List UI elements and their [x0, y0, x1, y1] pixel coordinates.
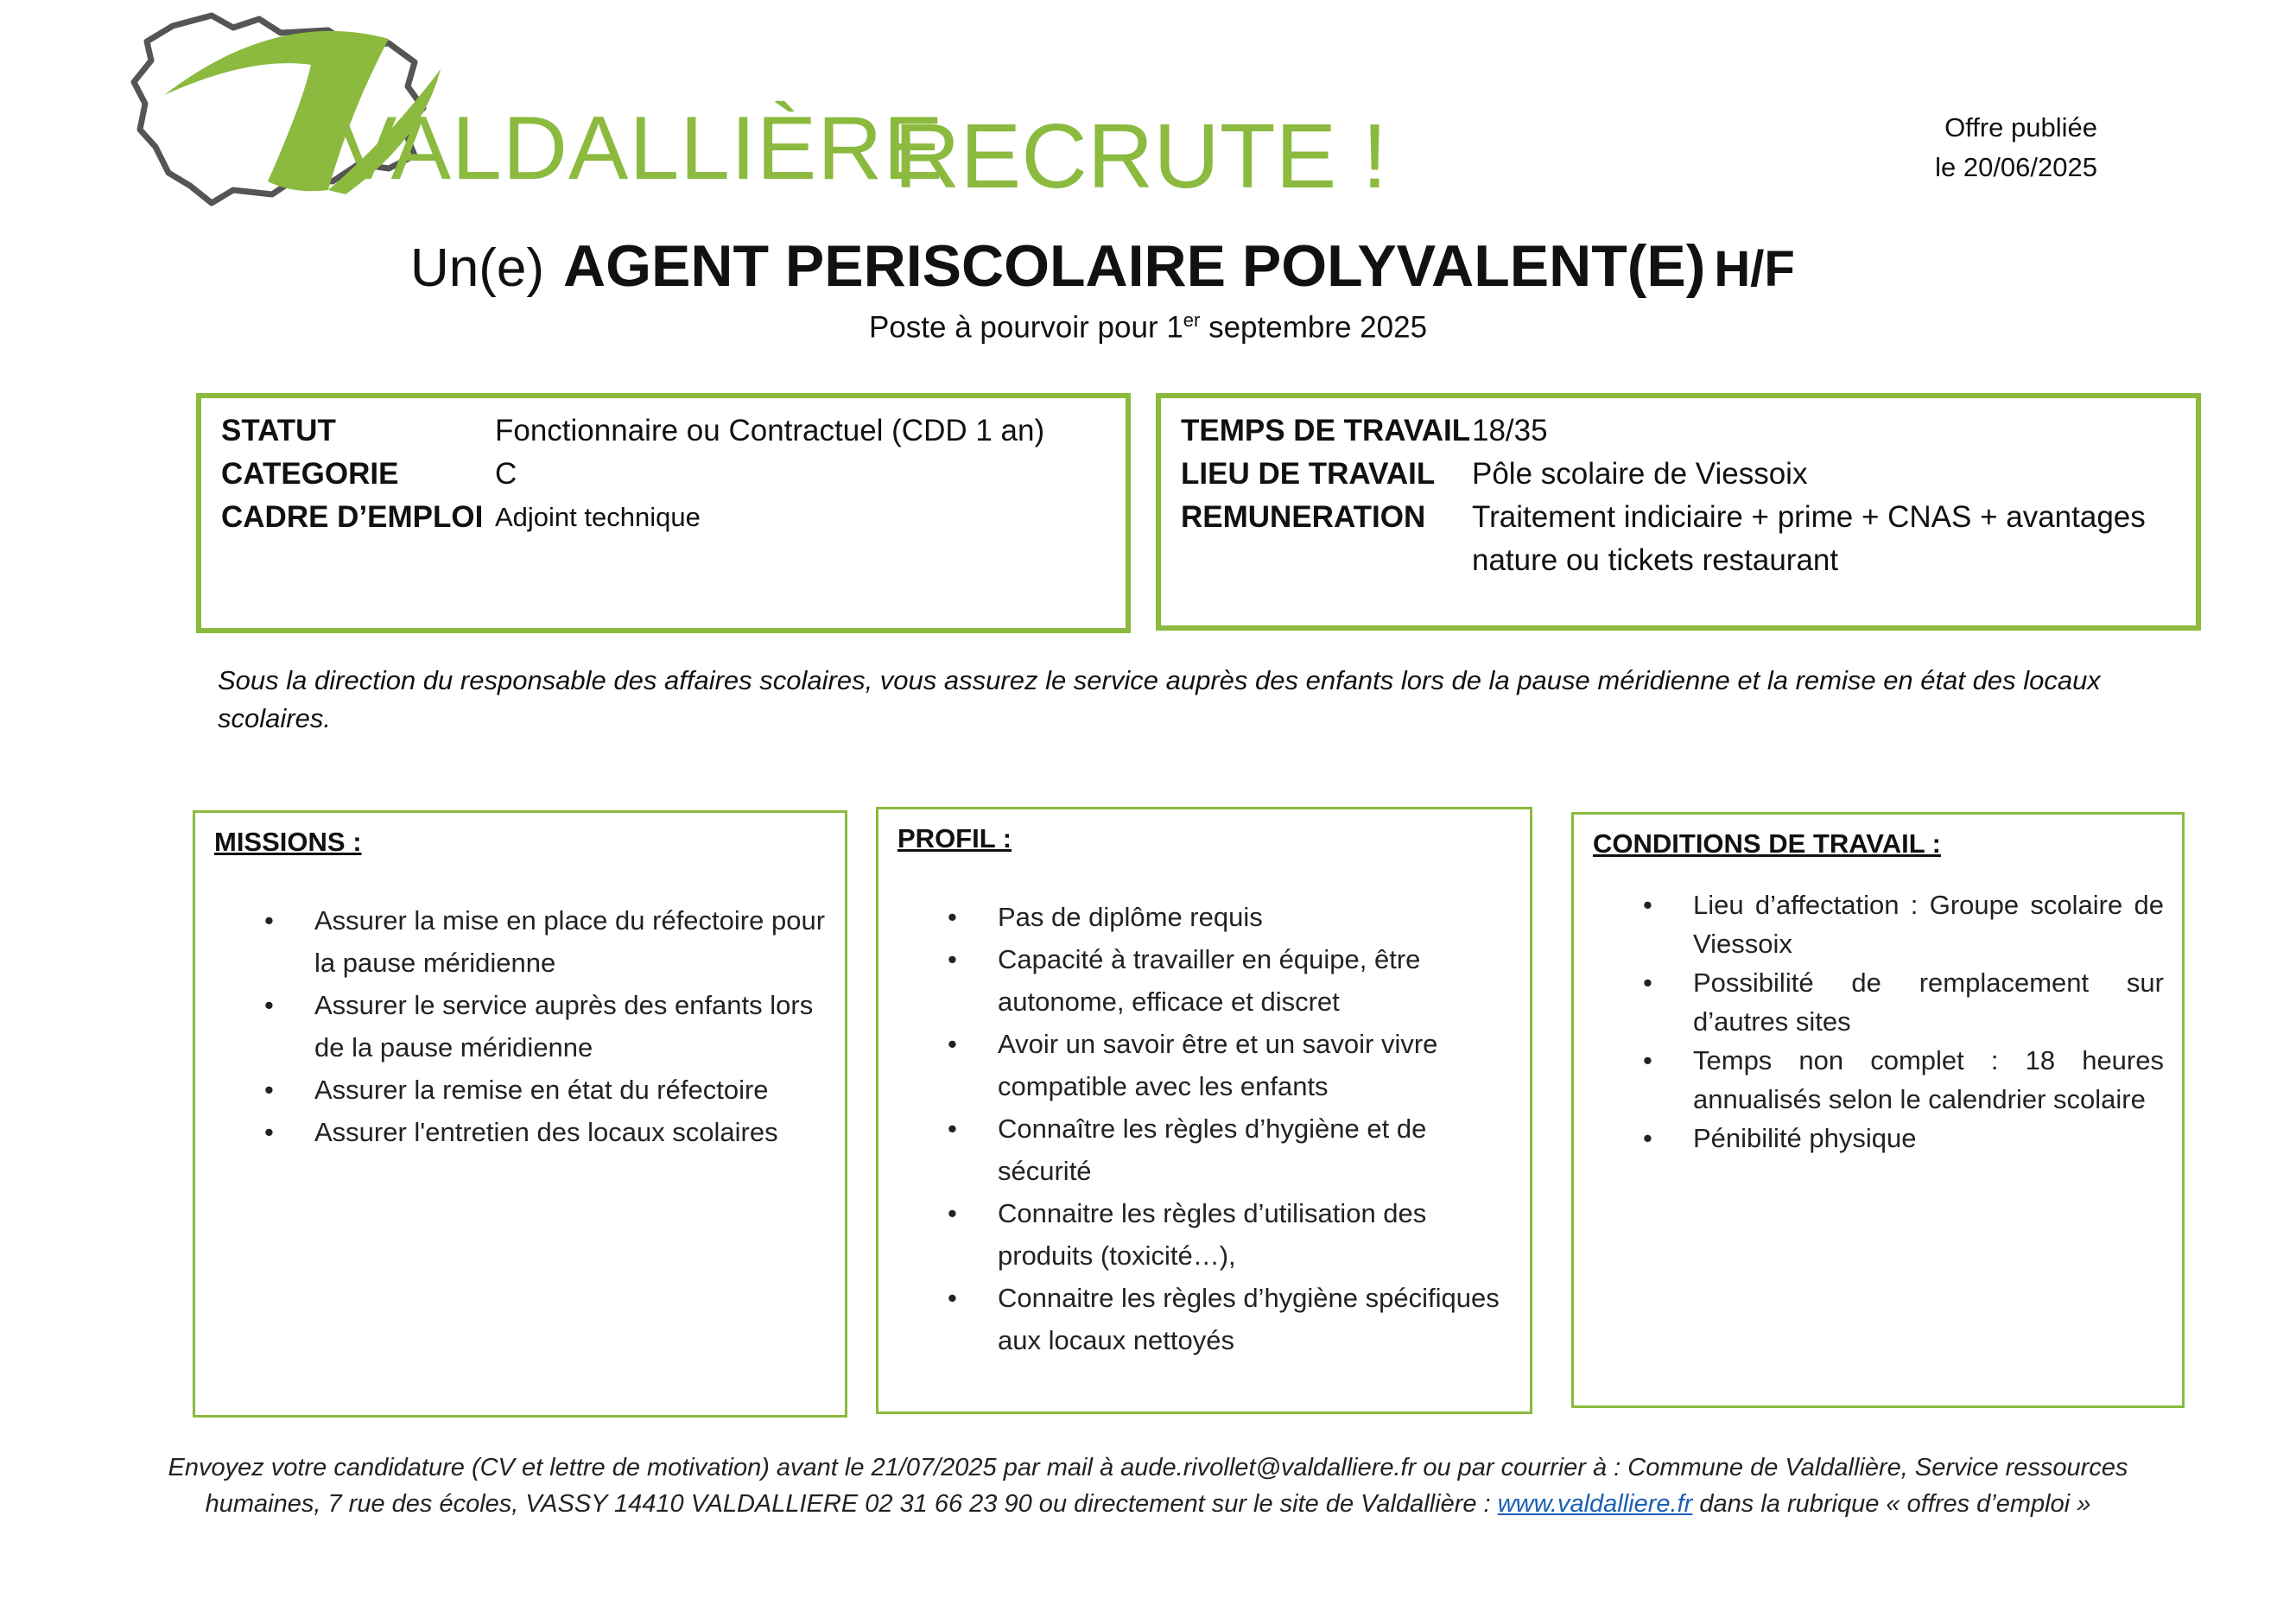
list-item-line: produits (toxicité…),: [998, 1240, 1236, 1271]
list-item-line: Connaitre les règles d’hygiène spécifiques: [998, 1283, 1500, 1313]
conditions-list: [1643, 885, 2164, 1158]
job-title: [410, 232, 1795, 302]
title-gender: H/F: [1714, 241, 1795, 297]
statut-value: Fonctionnaire ou Contractuel (CDD 1 an): [495, 414, 1045, 447]
list-item-line: Connaitre les règles d’utilisation des: [998, 1198, 1427, 1228]
list-item-line: Temps non complet : 18 heures: [1693, 1045, 2164, 1075]
conditions-heading: CONDITIONS DE TRAVAIL :: [1593, 828, 1941, 859]
lieu-value: Pôle scolaire de Viessoix: [1472, 457, 1808, 491]
list-item-line: Lieu d’affectation : Groupe scolaire de: [1693, 890, 2164, 920]
footer-line-1: Envoyez votre candidature (CV et lettre de motivation) avant le 21/07/2025 par mail à aude.rivollet@valdalliere.fr ou par courrier à : Commune de Valdallière, Service ressources: [168, 1454, 2128, 1481]
profil-heading: PROFIL :: [897, 823, 1012, 853]
list-item-line: Possibilité de remplacement sur: [1693, 967, 2164, 998]
categorie-key: CATEGORIE: [221, 457, 399, 491]
start-date-after: septembre 2025: [1200, 310, 1428, 345]
categorie-value: C: [495, 457, 517, 491]
list-item: • Assurer la mise en place du réfectoire pour la pause méridienne: [264, 905, 826, 978]
list-item: • Avoir un savoir être et un savoir vivre compatible avec les enfants: [948, 1029, 1438, 1101]
brand-name: VALDALLIÈRE: [337, 98, 944, 199]
list-item-line: Avoir un savoir être et un savoir vivre: [998, 1029, 1438, 1059]
footer-line-2: [0, 1486, 2296, 1522]
conditions-box: [1571, 812, 2185, 1408]
list-item: • Assurer l'entretien des locaux scolaires: [264, 1117, 778, 1147]
published-label: Offre publiée: [1944, 112, 2097, 143]
list-item: • Connaître les règles d’hygiène et de sécurité: [948, 1113, 1427, 1186]
temps-box: [1156, 393, 2201, 631]
list-item: • Assurer le service auprès des enfants lors de la pause méridienne: [264, 990, 814, 1063]
list-item-line: de la pause méridienne: [314, 1032, 593, 1063]
recrute-heading: RECRUTE !: [894, 105, 1388, 207]
list-item: • Pénibilité physique: [1693, 1119, 2164, 1158]
temps-key: TEMPS DE TRAVAIL: [1181, 414, 1471, 447]
list-item-line: Viessoix: [1693, 929, 1792, 959]
footer-line-2-text: humaines, 7 rue des écoles, VASSY 14410 VALDALLIERE 02 31 66 23 90 ou directement sur le site de Valdallière :: [205, 1490, 1498, 1518]
list-item-line: compatible avec les enfants: [998, 1071, 1329, 1101]
lieu-key: LIEU DE TRAVAIL: [1181, 457, 1436, 491]
list-item-line: la pause méridienne: [314, 948, 556, 978]
statut-box: [196, 393, 1131, 633]
temps-value: 18/35: [1472, 414, 1548, 447]
list-item-line: Assurer le service auprès des enfants lors: [314, 990, 814, 1020]
statut-list: [221, 409, 1085, 539]
intro-text: Sous la direction du responsable des affaires scolaires, vous assurez le service auprès des enfants lors de la pause méridienne et la remise en état des locaux scolaires.: [218, 665, 2101, 733]
missions-box: [193, 810, 847, 1418]
list-item: • Lieu d’affectation : Groupe scolaire de Viessoix: [1693, 885, 2164, 963]
list-item-line: Assurer la mise en place du réfectoire pour: [314, 905, 826, 936]
temps-list: [1181, 409, 2174, 582]
list-item-line: autonome, efficace et discret: [998, 986, 1340, 1017]
list-item: • Connaitre les règles d’utilisation des produits (toxicité…),: [948, 1198, 1427, 1271]
profil-list: [948, 896, 1516, 1361]
list-item: • Connaitre les règles d’hygiène spécifiques aux locaux nettoyés: [948, 1283, 1500, 1355]
temps-row: [1181, 409, 2174, 453]
cadre-value: Adjoint technique: [495, 502, 701, 532]
remuneration-value: Traitement indiciaire + prime + CNAS + avantages: [1472, 500, 2146, 534]
list-item-line: sécurité: [998, 1156, 1092, 1186]
statut-key: STATUT: [221, 414, 336, 447]
statut-row: [221, 409, 1085, 453]
categorie-row: [221, 453, 1085, 496]
list-item-line: Pas de diplôme requis: [998, 902, 1263, 932]
list-item: • Assurer la remise en état du réfectoire: [264, 1075, 769, 1105]
list-item-line: Assurer la remise en état du réfectoire: [314, 1075, 769, 1105]
cadre-key: CADRE D’EMPLOI: [221, 500, 484, 534]
missions-heading: MISSIONS :: [214, 827, 362, 857]
title-prefix: Un(e): [410, 238, 545, 298]
list-item-line: Pénibilité physique: [1693, 1123, 1917, 1153]
start-date-before: Poste à pourvoir pour 1: [868, 310, 1183, 345]
remuneration-key: REMUNERATION: [1181, 500, 1426, 534]
list-item-line: d’autres sites: [1693, 1006, 1851, 1037]
missions-list: [264, 899, 833, 1153]
list-item-line: annualisés selon le calendrier scolaire: [1693, 1084, 2146, 1114]
list-item-line: Capacité à travailler en équipe, être: [998, 944, 1421, 974]
start-date: [0, 309, 2296, 346]
list-item-line: Connaître les règles d’hygiène et de: [998, 1113, 1427, 1144]
remuneration-row: [1181, 496, 2174, 582]
cadre-row: [221, 496, 1085, 539]
publication-date: [1935, 108, 2097, 187]
title-job: AGENT PERISCOLAIRE POLYVALENT(E): [563, 233, 1706, 299]
remuneration-value-2: nature ou tickets restaurant: [1472, 543, 1839, 577]
published-date: le 20/06/2025: [1935, 152, 2097, 182]
list-item-line: Assurer l'entretien des locaux scolaires: [314, 1117, 778, 1147]
list-item-line: aux locaux nettoyés: [998, 1325, 1235, 1355]
list-item: • Temps non complet : 18 heures annualisés selon le calendrier scolaire: [1693, 1041, 2164, 1119]
profil-box: [876, 807, 1532, 1414]
list-item: • Capacité à travailler en équipe, être autonome, efficace et discret: [948, 944, 1421, 1017]
start-date-sup: er: [1183, 309, 1201, 331]
website-link[interactable]: www.valdalliere.fr: [1497, 1490, 1693, 1518]
footer-line-2-end: dans la rubrique « offres d’emploi »: [1692, 1490, 2091, 1518]
list-item: • Pas de diplôme requis: [948, 902, 1263, 932]
lieu-row: [1181, 453, 2174, 496]
application-footer: [0, 1450, 2296, 1522]
list-item: • Possibilité de remplacement sur d’autres sites: [1693, 963, 2164, 1041]
